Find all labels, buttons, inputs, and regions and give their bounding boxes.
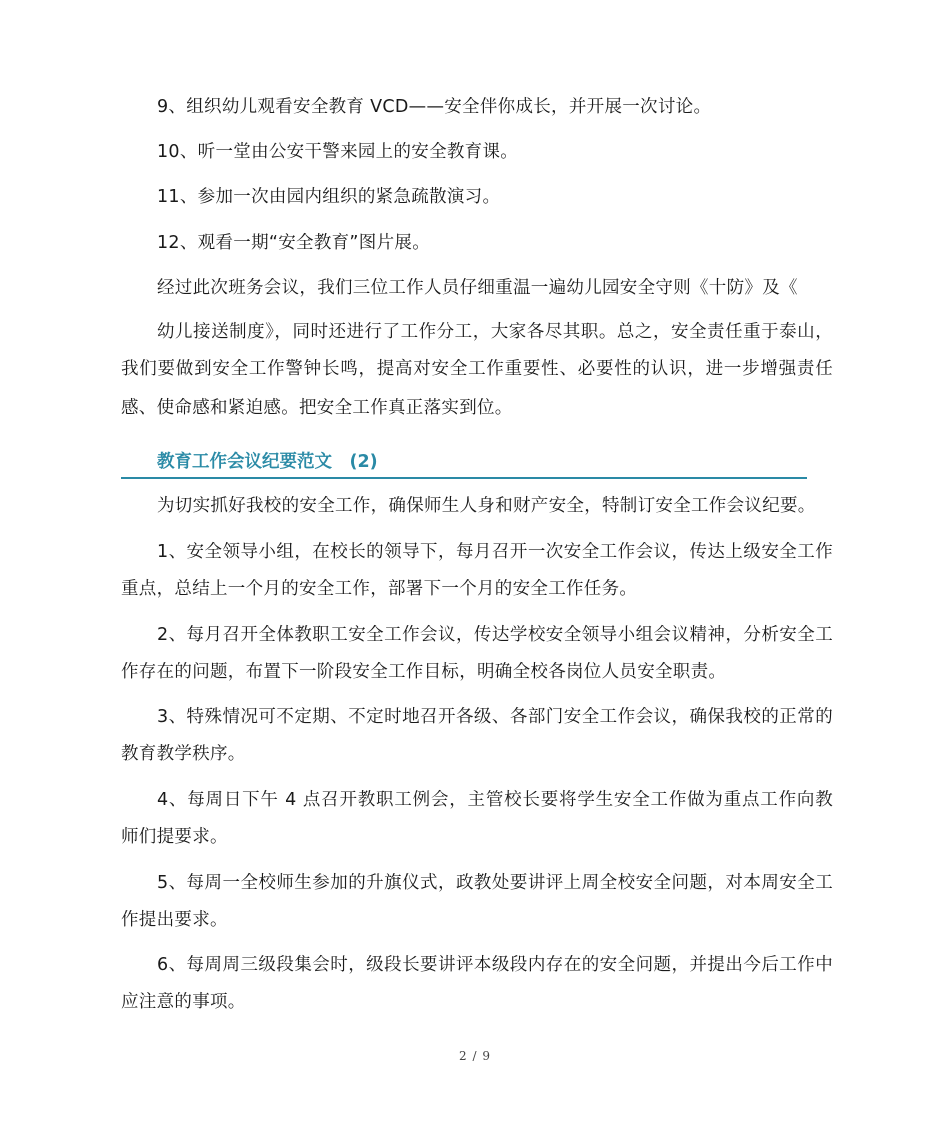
- list-item-3-cont: 教育教学秩序。: [121, 744, 246, 764]
- list-item-5-cont: 作提出要求。: [121, 910, 228, 930]
- list-item-4-cont: 师们提要求。: [121, 827, 228, 847]
- heading-underline: [121, 477, 807, 479]
- paragraph-line: 为切实抓好我校的安全工作，确保师生人身和财产安全，特制订安全工作会议纪要。: [157, 496, 816, 516]
- paragraph-line: 幼儿接送制度》，同时还进行了工作分工，大家各尽其职。总之，安全责任重于泰山，: [157, 322, 833, 342]
- list-item-2-cont: 作存在的问题，布置下一阶段安全工作目标，明确全校各岗位人员安全职责。: [121, 662, 727, 682]
- list-item-6-cont: 应注意的事项。: [121, 992, 246, 1012]
- paragraph-line: 感、使命感和紧迫感。把安全工作真正落实到位。: [121, 398, 513, 418]
- list-item-9: 9、组织幼儿观看安全教育 VCD——安全伴你成长，并开展一次讨论。: [157, 97, 712, 117]
- list-item-3: 3、特殊情况可不定期、不定时地召开各级、各部门安全工作会议，确保我校的正常的: [157, 707, 833, 727]
- list-item-2: 2、每月召开全体教职工安全工作会议，传达学校安全领导小组会议精神，分析安全工: [157, 625, 833, 645]
- list-item-6: 6、每周周三级段集会时，级段长要讲评本级段内存在的安全问题，并提出今后工作中: [157, 955, 833, 975]
- page-number: 2 / 9: [459, 1049, 491, 1063]
- list-item-1-cont: 重点，总结上一个月的安全工作，部署下一个月的安全工作任务。: [121, 579, 638, 599]
- paragraph-line: 经过此次班务会议，我们三位工作人员仔细重温一遍幼儿园安全守则《十防》及《: [157, 278, 798, 298]
- paragraph-line: 我们要做到安全工作警钟长鸣，提高对安全工作重要性、必要性的认识，进一步增强责任: [121, 359, 833, 379]
- list-item-10: 10、听一堂由公安干警来园上的安全教育课。: [157, 142, 519, 162]
- list-item-5: 5、每周一全校师生参加的升旗仪式，政教处要讲评上周全校安全问题，对本周安全工: [157, 873, 833, 893]
- section-heading: 教育工作会议纪要范文 (2): [157, 452, 378, 472]
- list-item-12: 12、观看一期“安全教育”图片展。: [157, 233, 430, 253]
- list-item-11: 11、参加一次由园内组织的紧急疏散演习。: [157, 187, 501, 207]
- list-item-1: 1、安全领导小组，在校长的领导下，每月召开一次安全工作会议，传达上级安全工作: [157, 542, 833, 562]
- list-item-4: 4、每周日下午 4 点召开教职工例会，主管校长要将学生安全工作做为重点工作向教: [157, 790, 833, 810]
